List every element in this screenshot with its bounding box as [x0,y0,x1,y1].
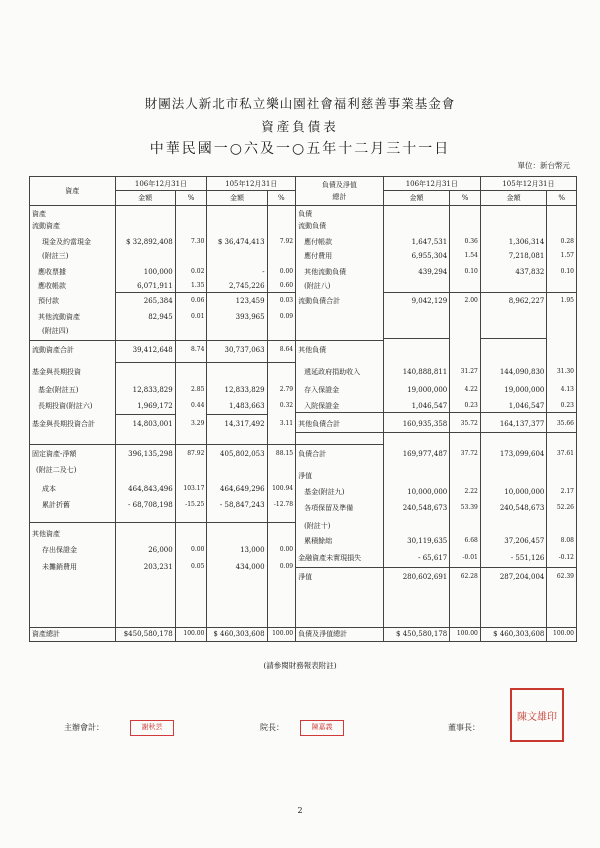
assets-pct-105: -12.78 [273,500,294,508]
liab-total-label: 負債及淨值總計 [296,627,384,641]
liab-amount-105: 37,206,457 [504,536,545,545]
liab-row-label: 應付帳款 [304,237,333,246]
liab-row-label: 遞延政府捐助收入 [304,367,361,376]
liab-row-label: 存入保證金 [304,385,340,394]
liab-pct-106: 6.68 [464,536,478,544]
assets-row-label: 基金與長期投資合計 [32,419,95,428]
liab-pct-106: 62.28 [460,572,478,580]
liab-amount-106: 6,955,304 [411,251,448,260]
assets-row-label: 預付款 [38,296,59,305]
assets-pct-106: 103.17 [183,484,205,492]
assets-pct-106: 8.74 [191,345,205,353]
assets-pct-106: 87.92 [187,449,205,457]
liab-row-label: 淨值 [298,572,313,581]
liab-pct-106: 1.54 [464,251,478,259]
liab-row-label: 金融資產未實現損失 [298,553,362,562]
liab-pct-106: 53.39 [460,503,478,511]
section-rule [296,340,383,341]
liab-row-label: (附註十) [304,521,331,530]
assets-amount-105: $ 36,474,413 [217,237,265,246]
liab-amount-105: 8,962,227 [508,296,545,305]
subtotal-rule [116,414,175,415]
subtotal-rule [207,340,266,341]
liab-pct-105: 4.13 [560,385,574,393]
liab-amount-105: 144,090,830 [499,367,545,376]
accountant-stamp: 謝秋芸 [130,720,174,736]
assets-pct-106: -15.25 [185,500,205,508]
assets-amount-106: - 68,708,198 [128,500,173,509]
assets-amount-105: 12,833,829 [224,385,265,394]
liab-pct-105: 0.28 [560,237,574,245]
assets-amount-106: 26,000 [148,545,173,554]
assets-amount-106: 39,412,648 [132,345,173,354]
pct-rule [450,412,480,413]
assets-row-label: 應收票據 [38,267,66,276]
assets-amount-105: 123,459 [235,296,265,305]
subtotal-rule [481,432,547,433]
assets-amount-106: 6,071,911 [137,281,173,290]
liab-pct-105: 35.66 [556,419,574,427]
assets-amount-105: 30,737,063 [224,345,265,354]
assets-amount-105: 464,649,296 [220,484,265,493]
assets-row-label: (附註三) [42,251,69,260]
assets-pct-106: 0.00 [191,545,205,553]
assets-row-label: 流動資產 [32,221,60,230]
section-rule [296,432,383,433]
assets-total-106: $450,580,178 [115,627,175,641]
liab-pct-105: -0.12 [558,553,574,561]
liab-row-label: 其他負債合計 [298,419,341,428]
pct-header: % [450,191,481,205]
liab-header: 負債及淨值 總計 [296,177,384,206]
assets-pct-106: 0.05 [191,562,205,570]
liab-pct-105: 37.61 [556,449,574,457]
pct-rule [176,292,207,293]
subtotal-rule [384,432,450,433]
assets-row-label: (附註二及七) [36,465,77,474]
amount-header: 金額 [383,191,450,205]
assets-amount-105: - [262,267,265,276]
assets-row-label: 基金與長期投資 [32,367,81,376]
org-title: 財團法人新北市私立樂山園社會福利慈善事業基金會 [144,96,456,111]
liab-row-label: 入院保證金 [304,401,340,410]
president-label: 院長： [260,723,284,732]
assets-pct-106: 0.02 [191,267,205,275]
liab-amount-105: 10,000,000 [504,487,545,496]
assets-amount-106: 396,135,298 [128,449,173,458]
assets-header: 資產 [30,177,116,206]
liab-amount-105: 240,548,673 [499,503,545,512]
liab-pct-105: 1.57 [560,251,574,259]
liab-amount-105: 1,306,314 [508,237,545,246]
liab-amount-105: 164,137,377 [499,419,545,428]
section-rule [116,522,175,523]
pct-rule [547,292,576,293]
liab-row-label: (附註八) [304,281,331,290]
assets-amount-105: 1,483,663 [228,401,265,410]
liab-amount-106: 439,294 [418,267,448,276]
assets-total-105: $ 460,303,608 [207,627,267,641]
assets-row-label: 應收帳款 [38,281,66,290]
statement-title: 資產負債表 [261,119,339,134]
liab-pct-106: 0.10 [464,267,478,275]
assets-pct-106: 2.85 [191,385,205,393]
liab-amount-106: 160,935,358 [402,419,448,428]
subtotal-rule [384,292,450,293]
president-stamp: 陳嘉義 [300,720,344,736]
pct-rule [268,340,296,341]
pct-rule [176,362,207,363]
assets-row-label: 其他資產 [32,529,60,538]
amount-header: 金額 [115,191,175,205]
assets-pct-106: 1.35 [191,281,205,289]
assets-pct-105: 8.64 [279,345,294,353]
amount-header: 金額 [480,191,547,205]
liab-pct-105: 1.95 [560,296,574,304]
liab-pct-106: 2.00 [464,296,478,304]
liab-pct-105: 2.17 [560,487,574,495]
liab-row-label: 淨值 [298,471,313,480]
subtotal-rule [116,362,175,363]
assets-row-label: 流動資產合計 [32,345,74,354]
liab-row-label: 應付費用 [304,251,333,260]
assets-pct-105: 0.00 [279,545,294,553]
balance-sheet-table [29,176,577,642]
liab-pct-105: 0.23 [560,401,574,409]
assets-pct-105: 0.60 [279,281,294,289]
assets-pct-105: 3.11 [279,419,294,427]
assets-amount-106: 82,945 [148,312,173,321]
subtotal-rule [384,338,450,339]
liab-row-label: 其他負債 [298,345,327,354]
subtotal-rule [481,412,547,413]
pct-rule [268,292,296,293]
assets-amount-105: 2,745,226 [228,281,265,290]
assets-pct-105: 0.00 [279,267,294,275]
section-rule [176,522,207,523]
liab-pct-106: 4.22 [464,385,478,393]
pct-rule [268,444,296,445]
subtotal-rule [207,444,266,445]
assets-row-label: 固定資產-淨額 [32,449,77,458]
assets-amount-106: 12,833,829 [132,385,173,394]
currency-unit: 單位：新台幣元 [517,161,570,170]
assets-amount-106: 1,969,172 [137,401,173,410]
assets-amount-106: 265,384 [143,296,173,305]
liab-pct-105: 62.39 [556,572,574,580]
subtotal-rule [116,292,175,293]
subtotal-rule [481,292,547,293]
pct-rule [268,362,296,363]
assets-pct-106: 7.30 [191,237,205,245]
liab-pct-106: 35.72 [460,419,478,427]
assets-amount-106: 464,843,496 [128,484,173,493]
liab-amount-106: 30,119,635 [407,536,448,545]
liab-amount-106: 10,000,000 [407,487,448,496]
subtotal-rule [481,338,547,339]
subtotal-rule [207,362,266,363]
assets-pct-105: 2.79 [279,385,294,393]
assets-amount-105: 405,802,053 [220,449,265,458]
assets-amount-105: 13,000 [240,545,265,554]
liab-row-label: 累積餘絀 [304,536,333,545]
assets-pct-106: 0.01 [191,312,205,320]
assets-year2-header: 105年12月31日 [207,177,296,191]
liab-amount-105: - 551,126 [510,553,545,562]
liab-year1-header: 106年12月31日 [383,177,480,191]
pct-header: % [547,191,577,205]
liab-total-105-pct: 100.00 [547,627,577,641]
pct-rule [450,432,480,433]
liab-pct-105: 8.08 [560,536,574,544]
liab-amount-106: - 65,617 [418,553,448,562]
pct-rule [176,340,207,341]
assets-pct-105: 0.09 [279,562,294,570]
section-rule [30,522,115,523]
assets-pct-105: 0.03 [279,296,294,304]
liab-amount-106: 240,548,673 [402,503,448,512]
liab-amount-105: 437,832 [515,267,545,276]
liab-row-label: 流動負債合計 [298,296,341,305]
assets-amount-106: 100,000 [143,267,173,276]
liab-pct-106: 0.23 [464,401,478,409]
liab-pct-106: -0.01 [462,553,478,561]
assets-row-label: (附註四) [42,326,69,335]
statement-note: (請參閱財務報表附註) [263,661,337,670]
section-rule [296,412,383,413]
assets-amount-105: - 58,847,243 [219,500,265,509]
liab-row-label: 負債 [298,209,313,218]
amount-header: 金額 [207,191,267,205]
pct-rule [176,444,207,445]
assets-row-label: 其他流動資產 [38,312,80,321]
liab-row-label: 基金(附註九) [304,487,345,496]
liab-total-106-pct: 100.00 [450,627,481,641]
assets-pct-105: 7.92 [279,237,294,245]
assets-pct-106: 3.29 [191,419,205,427]
assets-row-label: 未攤銷費用 [42,562,77,571]
subtotal-rule [207,292,266,293]
liab-row-label: 各項保留及準備 [304,503,354,512]
liab-row-label: 負債合計 [298,449,327,458]
liab-amount-106: 19,000,000 [407,385,448,394]
section-rule [30,444,115,445]
assets-row-label: 長期投資(附註六) [38,401,93,410]
pct-rule [450,567,480,568]
liab-amount-105: 19,000,000 [504,385,545,394]
subtotal-rule [481,567,547,568]
liab-amount-106: 280,602,691 [402,572,448,581]
pct-rule [547,432,576,433]
liab-pct-105: 0.10 [560,267,574,275]
section-rule [207,522,266,523]
assets-row-label: 現金及約當現金 [42,237,91,246]
subtotal-rule [384,567,450,568]
liab-amount-106: 169,977,487 [402,449,448,458]
assets-amount-106: 203,231 [143,562,173,571]
liab-amount-106: 9,042,129 [411,296,448,305]
liab-amount-105: 1,046,547 [508,401,545,410]
subtotal-rule [116,340,175,341]
chairman-label: 董事長： [448,723,480,732]
assets-pct-106: 0.06 [191,296,205,304]
assets-row-label: 資產 [32,209,46,218]
chairman-seal: 陳文雄印 [510,688,564,742]
assets-amount-105: 14,317,492 [224,419,265,428]
liab-row-label: 流動負債 [298,221,327,230]
section-rule [30,340,115,341]
assets-pct-105: 88.15 [275,449,294,457]
section-rule [268,522,296,523]
assets-row-label: 基金(附註五) [38,385,79,394]
assets-pct-105: 0.09 [279,312,294,320]
liab-total-105: $ 460,303,608 [480,627,547,641]
pct-header: % [267,191,296,205]
liab-row-label: 其他流動負債 [304,267,347,276]
assets-pct-106: 0.44 [191,401,205,409]
liab-amount-105: 287,204,004 [499,572,545,581]
subtotal-rule [116,444,175,445]
assets-total-label: 資產總計 [30,627,116,641]
assets-row-label: 累計折舊 [42,500,70,509]
liab-amount-106: 140,888,811 [402,367,448,376]
assets-year1-header: 106年12月31日 [115,177,207,191]
liab-total-106: $ 450,580,178 [383,627,450,641]
assets-amount-105: 434,000 [235,562,265,571]
assets-pct-105: 0.32 [279,401,294,409]
assets-amount-105: 393,965 [235,312,265,321]
assets-row-label: 成本 [42,484,56,493]
liab-pct-105: 52.26 [556,503,574,511]
liab-amount-106: 1,046,547 [411,401,448,410]
liab-pct-105: 31.30 [556,367,574,375]
liab-amount-105: 173,099,604 [499,449,545,458]
liab-pct-106: 31.27 [460,367,478,375]
liab-amount-105: 7,218,081 [508,251,545,260]
liab-year2-header: 105年12月31日 [480,177,576,191]
assets-pct-105: 100.94 [272,484,294,492]
assets-total-106-pct: 100.00 [175,627,207,641]
assets-total-105-pct: 100.00 [267,627,296,641]
assets-amount-106: $ 32,892,408 [125,237,173,246]
liab-pct-106: 37.72 [460,449,478,457]
pct-header: % [175,191,207,205]
section-rule [296,444,383,445]
liab-pct-106: 2.22 [464,487,478,495]
section-rule [296,567,383,568]
accountant-label: 主辦會計： [64,723,104,732]
pct-rule [450,292,480,293]
assets-row-label: 存出保證金 [42,545,77,554]
assets-amount-106: 14,803,001 [132,419,173,428]
subtotal-rule [384,412,450,413]
statement-date: 中華民國一○六及一○五年十二月三十一日 [149,141,451,157]
liab-pct-106: 0.36 [464,237,478,245]
page-number: 2 [297,806,303,815]
subtotal-rule [207,414,266,415]
pct-rule [547,412,576,413]
pct-rule [547,567,576,568]
liab-amount-106: 1,647,531 [411,237,448,246]
